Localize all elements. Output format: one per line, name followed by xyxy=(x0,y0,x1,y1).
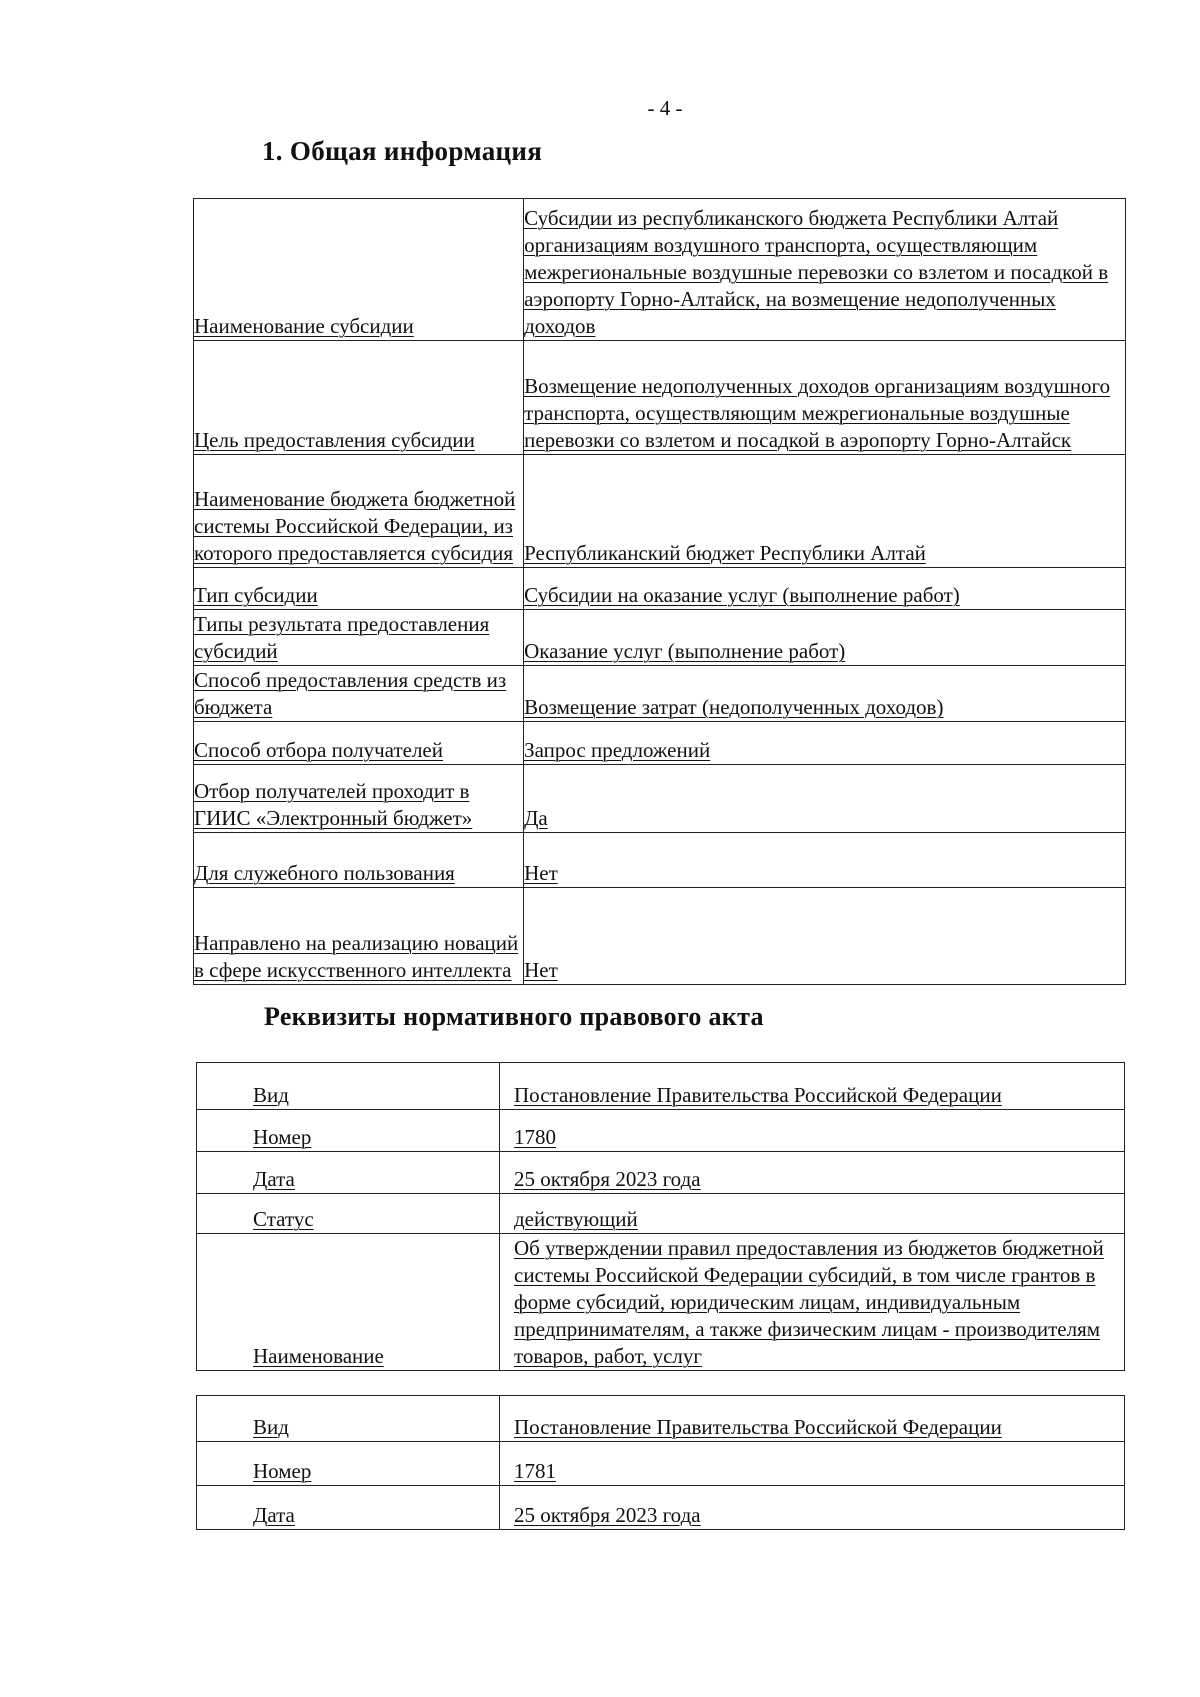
act2-label-date: Дата xyxy=(197,1486,500,1530)
act1-label-name: Наименование xyxy=(197,1234,500,1371)
act1-label-number: Номер xyxy=(197,1110,500,1152)
label-funding-method: Способ предоставления средств из бюджета xyxy=(194,666,524,722)
label-subsidy-name: Наименование субсидии xyxy=(194,199,524,341)
page-number: - 4 - xyxy=(647,96,683,120)
general-info-table xyxy=(193,198,1126,985)
table-row xyxy=(197,1396,1125,1442)
table-row xyxy=(194,666,1126,722)
act1-label-status: Статус xyxy=(197,1194,500,1234)
label-selection-method: Способ отбора получателей xyxy=(194,722,524,765)
table-row xyxy=(197,1234,1125,1371)
value-funding-method: Возмещение затрат (недополученных доходов) xyxy=(524,666,1126,722)
table-row xyxy=(194,199,1126,341)
label-giis-selection: Отбор получателей проходит в ГИИС «Электронный бюджет» xyxy=(194,765,524,833)
value-result-types: Оказание услуг (выполнение работ) xyxy=(524,610,1126,666)
act1-label-type: Вид xyxy=(197,1063,500,1110)
value-selection-method: Запрос предложений xyxy=(524,722,1126,765)
label-result-types: Типы результата предоставления субсидий xyxy=(194,610,524,666)
act2-value-type: Постановление Правительства Российской Федерации xyxy=(500,1396,1125,1442)
table-row xyxy=(197,1063,1125,1110)
label-official-use: Для служебного пользования xyxy=(194,833,524,888)
section-title-requisites: Реквизиты нормативного правового акта xyxy=(264,1002,764,1031)
value-official-use: Нет xyxy=(524,833,1126,888)
table-row xyxy=(194,568,1126,610)
table-row xyxy=(197,1110,1125,1152)
value-ai-innovation: Нет xyxy=(524,888,1126,985)
value-budget-name: Республиканский бюджет Республики Алтай xyxy=(524,455,1126,568)
value-subsidy-name: Субсидии из республиканского бюджета Республики Алтай организациям воздушного транспорта, осуществляющим межрегиональные воздушные перевозки со взлетом и посадкой в аэропорту Горно-Алтайск, на возмещение недополученных доходов xyxy=(524,199,1126,341)
label-purpose: Цель предоставления субсидии xyxy=(194,341,524,455)
label-subsidy-type: Тип субсидии xyxy=(194,568,524,610)
value-giis-selection: Да xyxy=(524,765,1126,833)
act1-value-status: действующий xyxy=(500,1194,1125,1234)
act2-label-type: Вид xyxy=(197,1396,500,1442)
table-row xyxy=(197,1152,1125,1194)
value-subsidy-type: Субсидии на оказание услуг (выполнение работ) xyxy=(524,568,1126,610)
act1-value-name: Об утверждении правил предоставления из бюджетов бюджетной системы Российской Федерации субсидий, в том числе грантов в форме субсидий, юридическим лицам, индивидуальным предпринимателям, а также физическим лицам - производителям товаров, работ, услуг xyxy=(500,1234,1125,1371)
table-row xyxy=(194,455,1126,568)
value-purpose: Возмещение недополученных доходов организациям воздушного транспорта, осуществляющим межрегиональные воздушные перевозки со взлетом и посадкой в аэропорту Горно-Алтайск xyxy=(524,341,1126,455)
act1-value-number: 1780 xyxy=(500,1110,1125,1152)
table-row xyxy=(197,1486,1125,1530)
act2-label-number: Номер xyxy=(197,1442,500,1486)
section-title-general: 1. Общая информация xyxy=(262,136,543,166)
legal-act-table-2 xyxy=(196,1395,1125,1530)
table-row xyxy=(194,610,1126,666)
act1-label-date: Дата xyxy=(197,1152,500,1194)
table-row xyxy=(197,1442,1125,1486)
act2-value-date: 25 октября 2023 года xyxy=(500,1486,1125,1530)
table-row xyxy=(194,765,1126,833)
table-row xyxy=(197,1194,1125,1234)
act1-value-type: Постановление Правительства Российской Федерации xyxy=(500,1063,1125,1110)
act1-value-date: 25 октября 2023 года xyxy=(500,1152,1125,1194)
label-ai-innovation: Направлено на реализацию новаций в сфере искусственного интеллекта xyxy=(194,888,524,985)
table-row xyxy=(194,722,1126,765)
table-row xyxy=(194,888,1126,985)
table-row xyxy=(194,833,1126,888)
table-row xyxy=(194,341,1126,455)
act2-value-number: 1781 xyxy=(500,1442,1125,1486)
label-budget-name: Наименование бюджета бюджетной системы Российской Федерации, из которого предоставляется субсидия xyxy=(194,455,524,568)
legal-act-table-1 xyxy=(196,1062,1125,1371)
